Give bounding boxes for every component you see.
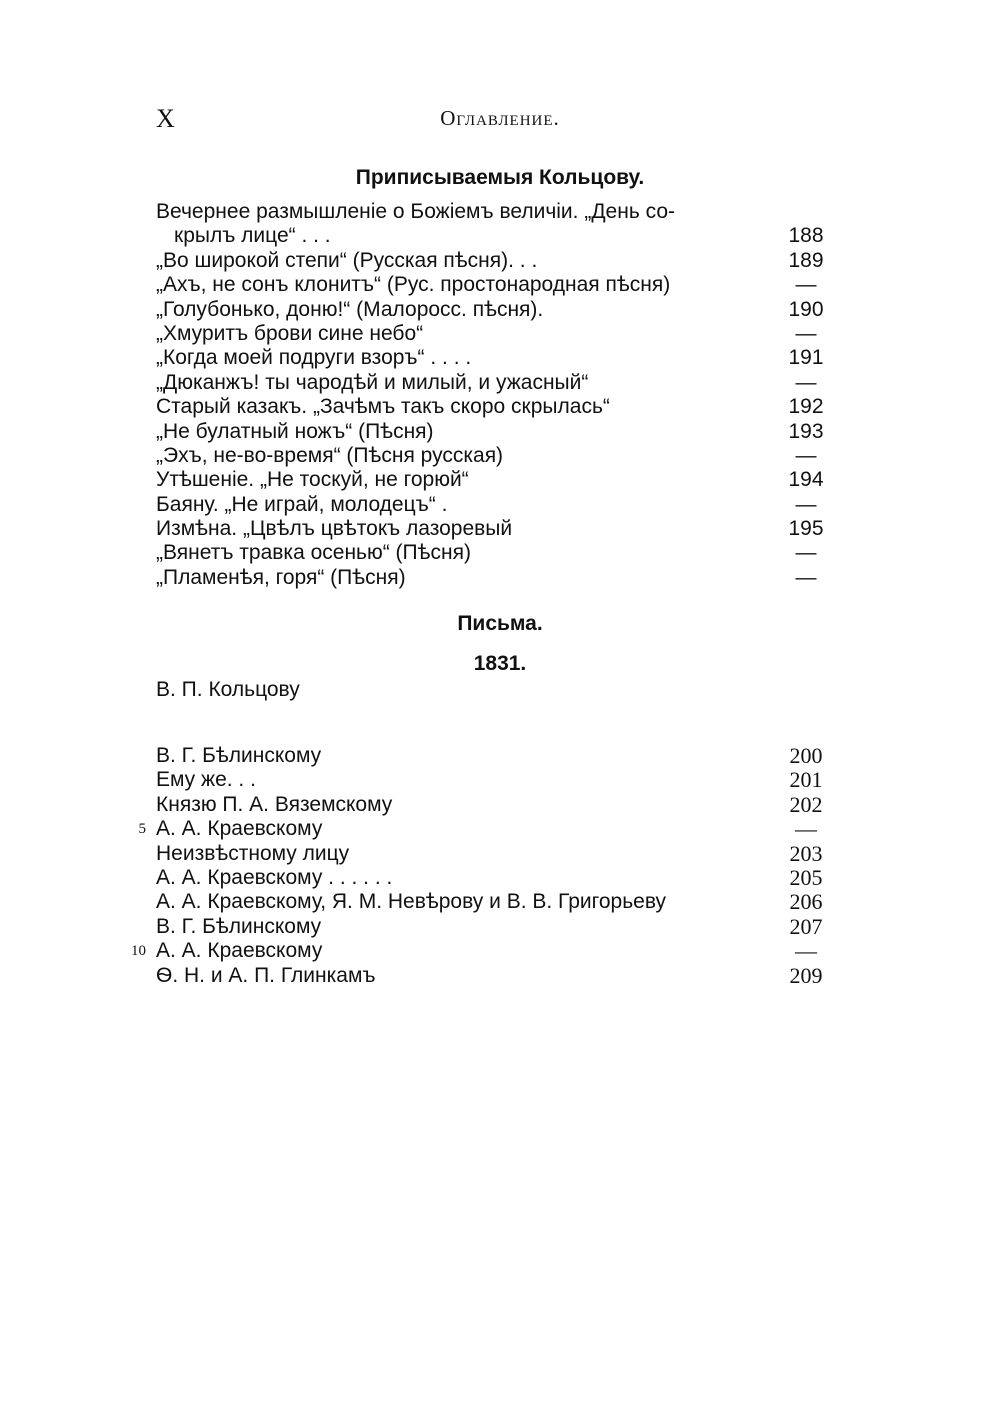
toc-entry xyxy=(156,249,836,273)
entry-page: 205 xyxy=(789,864,823,890)
toc-entry xyxy=(156,273,836,297)
toc-entry xyxy=(156,915,836,939)
entry-page: — xyxy=(795,492,817,516)
entry-title: Баяну. „Не играй, молодецъ“ . xyxy=(156,492,448,516)
toc-entry xyxy=(156,866,836,890)
toc-entry xyxy=(156,517,836,541)
entry-page: 195 xyxy=(788,517,824,541)
entry-page: — xyxy=(795,541,817,565)
toc-entry xyxy=(156,890,836,914)
toc-entry xyxy=(156,768,836,792)
entry-title: „Когда моей подруги взоръ“ . . . . xyxy=(156,346,472,370)
entry-title: крылъ лице“ . . . xyxy=(174,224,331,248)
entry-page: 202 xyxy=(789,791,823,817)
toc-entry xyxy=(156,371,836,395)
entry-page: 193 xyxy=(788,419,824,443)
toc-entry xyxy=(156,493,836,517)
entry-title: „Пламенѣя, горя“ (Пѣсня) xyxy=(156,565,406,589)
toc-entry xyxy=(156,346,836,370)
toc-entry xyxy=(156,793,836,817)
page-number-roman: X xyxy=(156,104,175,133)
entry-title: Неизвѣстному лицу xyxy=(156,841,350,865)
entry-title: „Ахъ, не сонъ клонитъ“ (Рус. простонародная пѣсня) xyxy=(156,273,671,297)
toc-attributed xyxy=(156,200,836,590)
entry-page: — xyxy=(795,321,817,345)
line-number: 10 xyxy=(131,943,146,960)
entry-page: 188 xyxy=(788,224,824,248)
toc-entry xyxy=(156,842,836,866)
entry-page: — xyxy=(795,370,817,394)
entry-title: „Хмуритъ брови сине небо“ xyxy=(156,321,424,345)
entry-title: Вечернее размышленіе о Божіемъ величіи. „День со- xyxy=(156,200,676,223)
toc-letters xyxy=(131,743,836,988)
toc-entry xyxy=(156,541,836,565)
entry-title: „Голубонько, доню!“ (Малоросс. пѣсня). xyxy=(156,297,544,321)
entry-title: А. А. Краевскому xyxy=(156,817,323,841)
entry-page: 194 xyxy=(788,468,824,492)
entry-title: А. А. Краевскому, Я. М. Невѣрову и В. В. Григорьеву xyxy=(156,890,667,914)
toc-entry xyxy=(156,444,836,468)
toc-letter-first xyxy=(156,678,836,702)
entry-page: — xyxy=(795,273,817,297)
toc-entry xyxy=(156,744,836,768)
toc-entry xyxy=(156,224,836,248)
toc-entry xyxy=(131,938,836,964)
entry-title: Князю П. А. Вяземскому xyxy=(156,792,393,816)
entry-page: — xyxy=(795,443,817,467)
entry-page: 207 xyxy=(789,913,823,939)
toc-entry xyxy=(156,678,836,702)
entry-page: 201 xyxy=(789,767,823,793)
toc-entry xyxy=(156,964,836,988)
entry-title: Ему же. . . xyxy=(156,768,256,792)
entry-page: 203 xyxy=(789,840,823,866)
entry-title: Измѣна. „Цвѣлъ цвѣтокъ лазоревый xyxy=(156,517,513,541)
toc-entry xyxy=(156,566,836,590)
entry-title: А. А. Краевскому . . . . . . xyxy=(156,865,393,889)
toc-entry xyxy=(156,468,836,492)
entry-title: Старый казакъ. „Зачѣмъ такъ скоро скрылась“ xyxy=(156,395,610,419)
entry-title: В. Г. Бѣлинскому xyxy=(156,914,322,938)
entry-title: „Не булатный ножъ“ (Пѣсня) xyxy=(156,419,434,443)
section-title-attributed: Приписываемыя Кольцову. xyxy=(355,166,645,189)
toc-entry xyxy=(156,420,836,444)
entry-page: 200 xyxy=(789,743,823,768)
entry-title: „Эхъ, не-во-время“ (Пѣсня русская) xyxy=(156,443,504,467)
section-title-letters: Письма. xyxy=(457,612,543,635)
entry-page: 191 xyxy=(788,346,824,370)
entry-page: — xyxy=(795,565,817,589)
running-title: Оглавление. xyxy=(440,106,560,130)
entry-title: В. Г. Бѣлинскому xyxy=(156,744,322,767)
entry-title: В. П. Кольцову xyxy=(156,678,300,701)
entry-page: — xyxy=(795,816,817,842)
entry-title: „Вянетъ травка осенью“ (Пѣсня) xyxy=(156,541,471,565)
entry-page: 190 xyxy=(788,297,824,321)
entry-page: 189 xyxy=(788,248,824,272)
toc-entry xyxy=(156,322,836,346)
year-heading: 1831. xyxy=(473,652,527,675)
toc-entry xyxy=(156,298,836,322)
toc-entry xyxy=(138,816,836,842)
toc-entry xyxy=(156,395,836,419)
entry-page: 192 xyxy=(788,395,824,419)
entry-title: „Дюканжъ! ты чародѣй и милый, и ужасный“ xyxy=(156,370,589,394)
entry-page: 209 xyxy=(789,962,823,988)
entry-title: А. А. Краевскому xyxy=(156,939,323,963)
entry-title: Ѳ. Н. и А. П. Глинкамъ xyxy=(156,963,376,987)
line-number: 5 xyxy=(138,821,146,838)
entry-title: Утѣшеніе. „Не тоскуй, не горюй“ xyxy=(156,468,469,492)
entry-page: — xyxy=(795,938,817,964)
toc-entry xyxy=(156,200,836,224)
entry-title: „Во широкой степи“ (Русская пѣсня). . . xyxy=(156,248,538,272)
entry-page: 206 xyxy=(789,889,823,915)
